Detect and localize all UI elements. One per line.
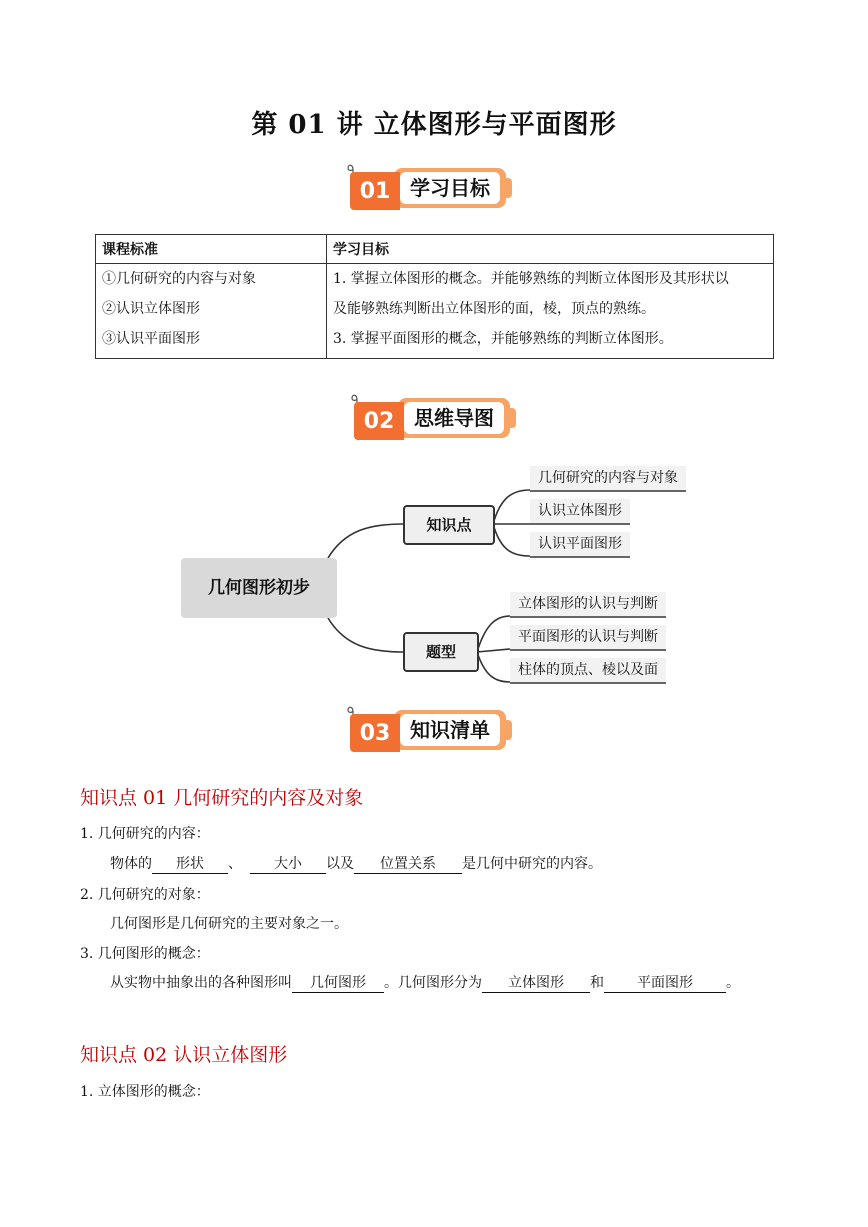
course-standard-item: ②认识立体图形 [102, 301, 200, 317]
section-number: 02 [354, 402, 404, 440]
mindmap-root: 几何图形初步 [181, 558, 337, 618]
section-label: 学习目标 [400, 172, 500, 204]
mindmap-leaf: 几何研究的内容与对象 [530, 466, 686, 492]
mindmap-branch-knowledge: 知识点 [403, 505, 495, 545]
answer-blank: 位置关系 [354, 855, 462, 874]
knowledge-point-title: 知识点 01 几何研究的内容及对象 [80, 787, 364, 809]
learning-goal-item: 及能够熟练判断出立体图形的面，棱，顶点的熟练。 [333, 301, 655, 317]
section-number: 03 [350, 714, 400, 752]
mindmap-leaf: 认识平面图形 [530, 532, 630, 558]
mindmap-leaf: 平面图形的认识与判断 [510, 625, 666, 651]
fill-in-line: 物体的 形状 、 大小 以及 位置关系 是几何中研究的内容。 [110, 856, 602, 872]
mindmap-branch-question-types: 题型 [403, 632, 479, 672]
answer-blank: 形状 [152, 855, 228, 874]
page-title: 第 01 讲 立体图形与平面图形 [251, 110, 617, 140]
table-header: 课程标准 [96, 235, 327, 264]
answer-blank: 大小 [250, 855, 326, 874]
learning-goal-item: 1. 掌握立体图形的概念。并能够熟练的判断立体图形及其形状以 [333, 271, 729, 287]
mindmap-leaf: 认识立体图形 [530, 499, 630, 525]
fill-in-line: 从实物中抽象出的各种图形叫 几何图形 。几何图形分为 立体图形 和 平面图形 。 [110, 975, 740, 991]
course-standard-item: ①几何研究的内容与对象 [102, 271, 256, 287]
answer-blank: 几何图形 [292, 974, 384, 993]
learning-goal-item: 3. 掌握平面图形的概念，并能够熟练的判断立体图形。 [333, 331, 673, 347]
body-text: 几何图形是几何研究的主要对象之一。 [110, 916, 348, 932]
question-heading: 3. 几何图形的概念： [80, 946, 210, 962]
knowledge-point-title: 知识点 02 认识立体图形 [80, 1044, 288, 1066]
mindmap-leaf: 柱体的顶点、棱以及面 [510, 658, 666, 684]
answer-blank: 立体图形 [482, 974, 590, 993]
section-label: 思维导图 [404, 402, 504, 434]
question-heading: 1. 立体图形的概念： [80, 1084, 210, 1100]
section-number: 01 [350, 172, 400, 210]
section-label: 知识清单 [400, 714, 500, 746]
mindmap-leaf: 立体图形的认识与判断 [510, 592, 666, 618]
section-badge-03 [346, 704, 516, 754]
course-standard-item: ③认识平面图形 [102, 331, 200, 347]
table-header: 学习目标 [327, 235, 774, 264]
question-heading: 2. 几何研究的对象： [80, 887, 210, 903]
question-heading: 1. 几何研究的内容： [80, 826, 210, 842]
answer-blank: 平面图形 [604, 974, 726, 993]
